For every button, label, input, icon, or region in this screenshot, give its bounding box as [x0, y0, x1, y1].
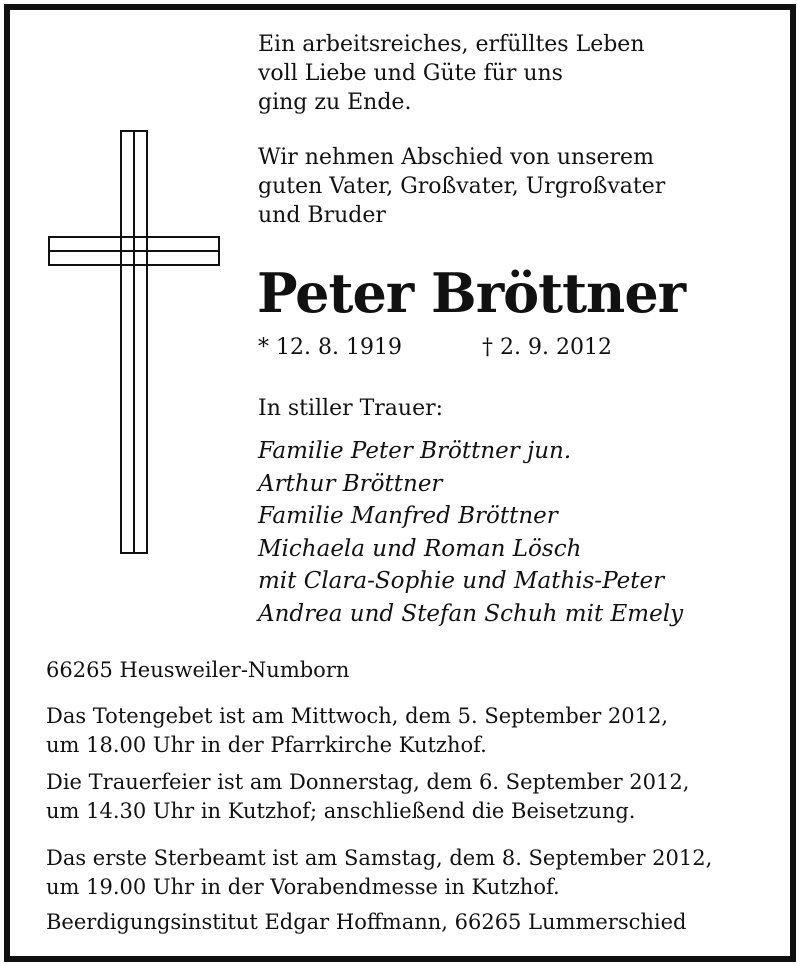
- place-text: 66265 Heusweiler-Numborn: [46, 658, 350, 682]
- intro-line: voll Liebe und Güte für uns: [258, 61, 563, 86]
- event-line: Das Totengebet ist am Mittwoch, dem 5. September 2012,: [46, 704, 669, 728]
- place: [46, 656, 766, 685]
- undertaker: [46, 908, 766, 937]
- event-line: Die Trauerfeier ist am Donnerstag, dem 6. September 2012,: [46, 770, 690, 794]
- birth-date: * 12. 8. 1919: [258, 335, 402, 360]
- mourner-entry: Familie Peter Bröttner jun.: [258, 438, 572, 464]
- event-funeral: [46, 768, 766, 826]
- intro-line: Ein arbeitsreiches, erfülltes Leben: [258, 32, 645, 57]
- event-line: um 19.00 Uhr in der Vorabendmesse in Kutzhof.: [46, 875, 560, 899]
- mourners-list: [258, 435, 768, 630]
- event-line: um 14.30 Uhr in Kutzhof; anschließend die Beisetzung.: [46, 799, 636, 823]
- farewell-line: guten Vater, Großvater, Urgroßvater: [258, 174, 666, 199]
- death-date: † 2. 9. 2012: [482, 335, 612, 360]
- cross-icon: [48, 130, 220, 554]
- mourning-label-text: In stiller Trauer:: [258, 396, 444, 421]
- event-line: um 18.00 Uhr in der Pfarrkirche Kutzhof.: [46, 733, 487, 757]
- farewell-line: Wir nehmen Abschied von unserem: [258, 145, 654, 170]
- cross-intersection: [120, 236, 148, 266]
- event-requiem: [46, 844, 766, 902]
- deceased-name: Peter Bröttner: [257, 261, 686, 325]
- mourning-label: [258, 394, 768, 423]
- event-line: Das erste Sterbeamt ist am Samstag, dem 8. September 2012,: [46, 846, 713, 870]
- mourner-entry: Andrea und Stefan Schuh mit Emely: [258, 600, 684, 627]
- life-dates: [258, 333, 612, 362]
- intro-verse: [258, 30, 768, 117]
- event-prayer: [46, 702, 766, 760]
- undertaker-text: Beerdigungsinstitut Edgar Hoffmann, 66265 Lummerschied: [46, 910, 687, 934]
- mourner-entry: Arthur Bröttner: [258, 470, 443, 497]
- farewell-line: und Bruder: [258, 203, 386, 228]
- intro-line: ging zu Ende.: [258, 90, 412, 115]
- cross-vertical-beam: [120, 130, 148, 554]
- mourner-entry: mit Clara-Sophie und Mathis-Peter: [258, 568, 665, 594]
- mourner-entry: Familie Manfred Bröttner: [258, 503, 558, 529]
- mourner-entry: Michaela und Roman Lösch: [258, 535, 582, 562]
- farewell-text: [258, 143, 768, 230]
